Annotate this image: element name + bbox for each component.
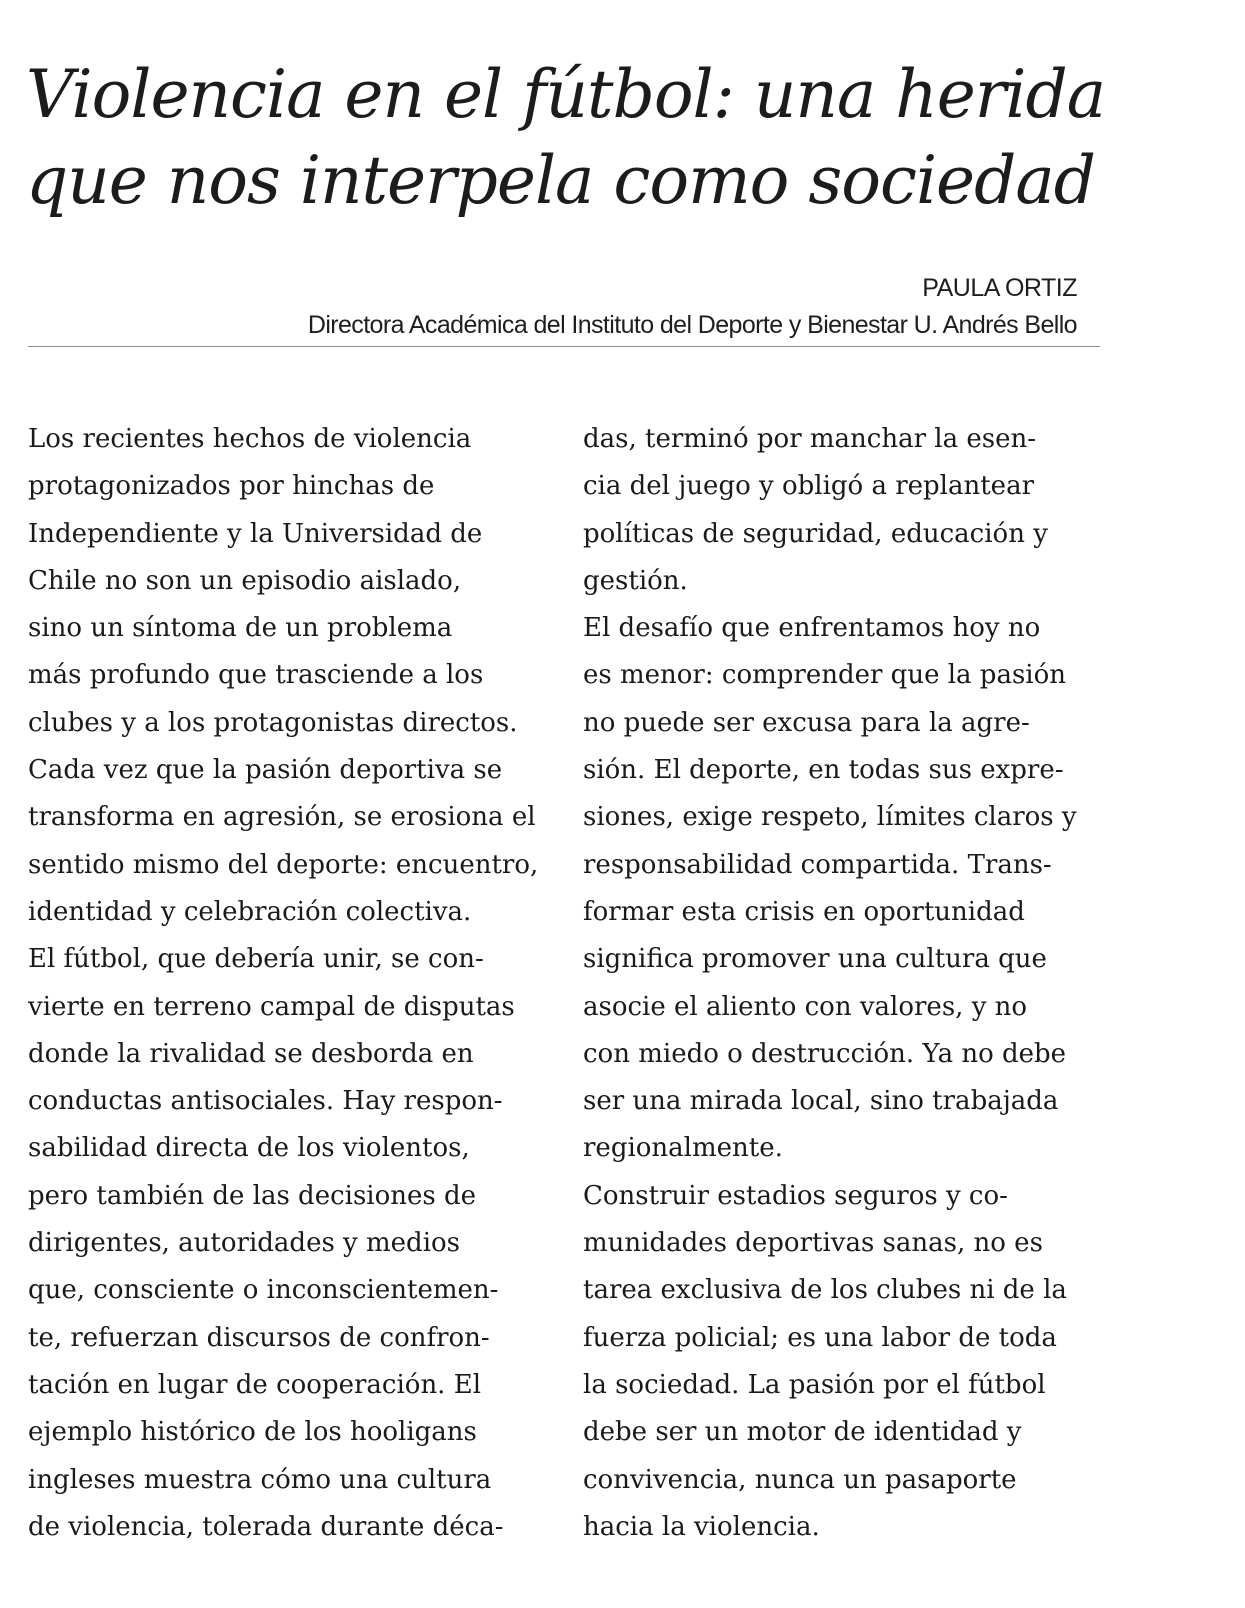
body-text-line: dirigentes, autoridades y medios	[28, 1228, 461, 1259]
body-text-line: Chile no son un episodio aislado,	[28, 565, 462, 596]
body-text-line: significa promover una cultura que	[583, 944, 1047, 975]
body-text-line: regionalmente.	[583, 1133, 783, 1164]
body-text-line: El fútbol, que debería unir, se con-	[28, 944, 484, 975]
body-text-line: Independiente y la Universidad de	[28, 518, 483, 549]
body-text-line: sabilidad directa de los violentos,	[28, 1133, 470, 1164]
body-text-line: vierte en terreno campal de disputas	[28, 991, 515, 1022]
left-column	[28, 416, 568, 1551]
body-text-line: siones, exige respeto, límites claros y	[583, 802, 1077, 833]
body-text-line: tarea exclusiva de los clubes ni de la	[583, 1275, 1067, 1306]
body-text-line: políticas de seguridad, educación y	[583, 518, 1048, 549]
body-text-line: cia del juego y obligó a replantear	[583, 471, 1035, 502]
body-text-line: clubes y a los protagonistas directos.	[28, 707, 518, 738]
body-text-line: ingleses muestra cómo una cultura	[28, 1464, 492, 1495]
body-text-line: debe ser un motor de identidad y	[583, 1417, 1022, 1448]
body-text-line: Cada vez que la pasión deportiva se	[28, 755, 503, 786]
body-text-line: sentido mismo del deporte: encuentro,	[28, 849, 539, 880]
body-text-line: conductas antisociales. Hay respon-	[28, 1086, 503, 1117]
body-text-line: con miedo o destrucción. Ya no debe	[583, 1038, 1067, 1069]
body-text-line: responsabilidad compartida. Trans-	[583, 849, 1052, 880]
body-text-line: sión. El deporte, en todas sus expre-	[583, 755, 1064, 786]
title-line: Violencia en el fútbol: una herida	[26, 56, 1106, 133]
body-text-line: Los recientes hechos de violencia	[28, 424, 472, 454]
body-text-line: ejemplo histórico de los hooligans	[28, 1417, 477, 1448]
body-text-line: tación en lugar de cooperación. El	[28, 1369, 482, 1400]
body-text-line: asocie el aliento con valores, y no	[583, 991, 1028, 1022]
author-role: Directora Académica del Instituto del Deporte y Bienestar U. Andrés Bello	[307, 311, 1077, 339]
body-text-line: munidades deportivas sanas, no es	[583, 1228, 1043, 1259]
body-text-line: que, consciente o inconscientemen-	[28, 1275, 499, 1306]
article-title	[26, 52, 1176, 224]
body-text-line: Construir estadios seguros y co-	[583, 1180, 1008, 1211]
header-divider	[28, 346, 1100, 347]
body-text-line: es menor: comprender que la pasión	[583, 660, 1067, 691]
body-text-line: más profundo que trasciende a los	[28, 660, 484, 691]
body-text-line: sino un síntoma de un problema	[28, 613, 453, 644]
body-text-line: donde la rivalidad se desborda en	[28, 1038, 474, 1069]
body-text-line: identidad y celebración colectiva.	[28, 896, 472, 927]
body-text-line: de violencia, tolerada durante déca-	[28, 1511, 504, 1542]
body-text-line: formar esta crisis en oportunidad	[583, 896, 1025, 927]
body-text-line: convivencia, nunca un pasaporte	[583, 1464, 1017, 1495]
title-line: que nos interpela como sociedad	[26, 142, 1095, 219]
body-text-line: no puede ser excusa para la agre-	[583, 707, 1030, 738]
body-text-line: El desafío que enfrentamos hoy no	[583, 613, 1041, 644]
author-name: PAULA ORTIZ	[922, 274, 1077, 302]
body-text-line: hacia la violencia.	[583, 1511, 820, 1542]
body-text-line: protagonizados por hinchas de	[28, 471, 435, 502]
right-column	[583, 416, 1143, 1551]
body-text-line: ser una mirada local, sino trabajada	[583, 1086, 1059, 1117]
body-text-line: das, terminó por manchar la esen-	[583, 424, 1037, 454]
body-text-line: gestión.	[583, 565, 688, 596]
byline	[308, 272, 1077, 341]
body-text-line: te, refuerzan discursos de confron-	[28, 1322, 490, 1353]
body-text-line: pero también de las decisiones de	[28, 1180, 477, 1211]
body-text-line: la sociedad. La pasión por el fútbol	[583, 1369, 1046, 1400]
body-text-line: transforma en agresión, se erosiona el	[28, 802, 536, 833]
body-text-line: fuerza policial; es una labor de toda	[583, 1322, 1057, 1353]
